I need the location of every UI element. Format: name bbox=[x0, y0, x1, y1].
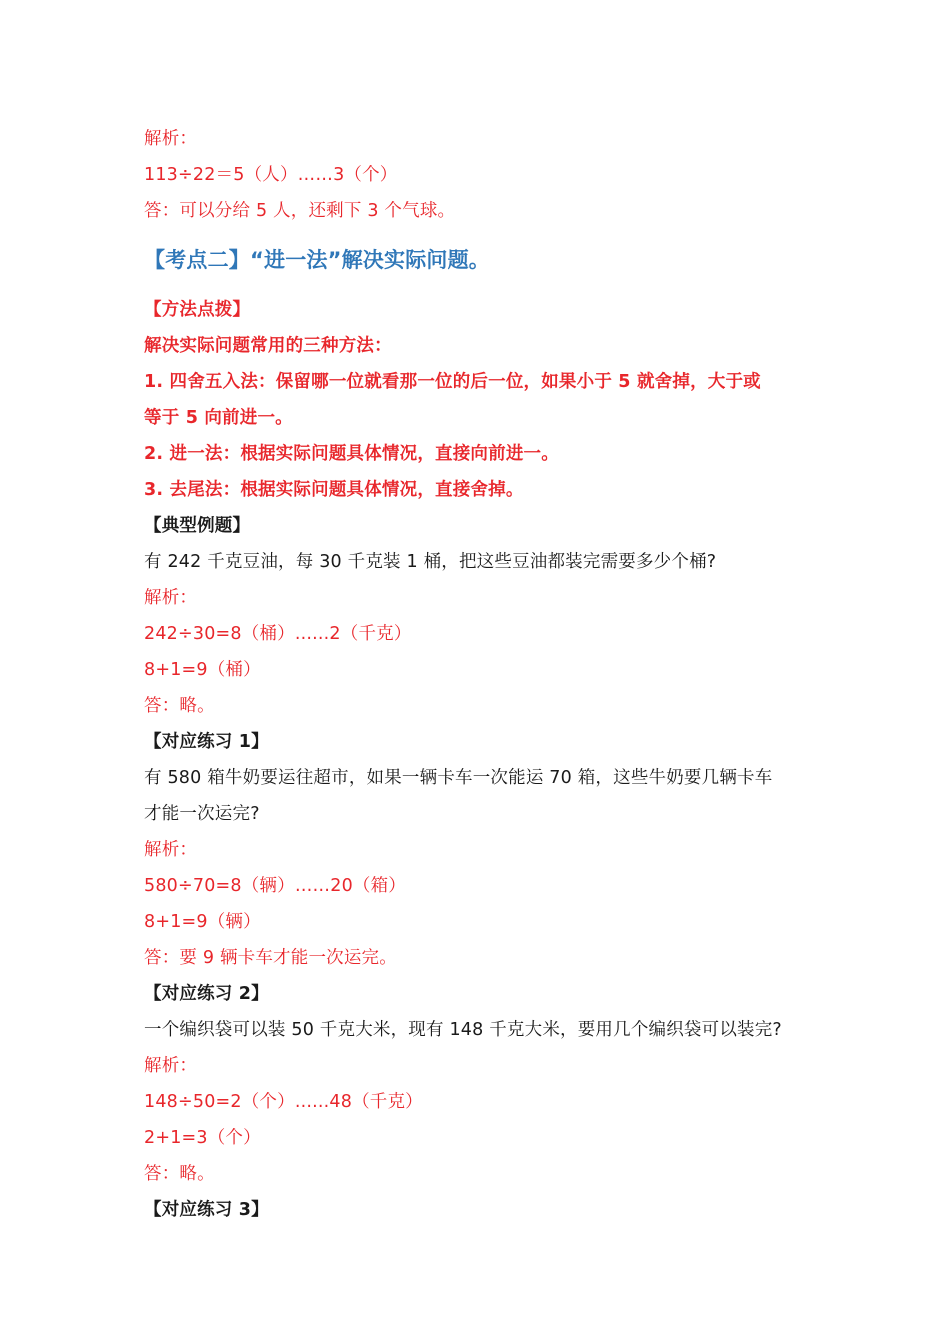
prev-answer: 答：可以分给 5 人，还剩下 3 个气球。 bbox=[144, 201, 456, 221]
method-item-1-line-1: 1. 四舍五入法：保留哪一位就看那一位的后一位，如果小于 5 就舍掉，大于或 bbox=[144, 372, 761, 392]
example-calculation-2: 8+1=9（桶） bbox=[144, 660, 261, 680]
example-calculation-1: 242÷30=8（桶）......2（千克） bbox=[144, 624, 412, 644]
practice-1-analysis-label: 解析： bbox=[144, 840, 198, 860]
practice-2-calculation-1: 148÷50=2（个）......48（千克） bbox=[144, 1092, 423, 1112]
example-analysis-label: 解析： bbox=[144, 588, 198, 608]
practice-1-question-line-2: 才能一次运完? bbox=[144, 804, 260, 824]
practice-2-calculation-2: 2+1=3（个） bbox=[144, 1128, 261, 1148]
method-intro: 解决实际问题常用的三种方法： bbox=[144, 336, 392, 356]
practice-1-calculation-2: 8+1=9（辆） bbox=[144, 912, 261, 932]
practice-1-calculation-1: 580÷70=8（辆）……20（箱） bbox=[144, 876, 406, 896]
method-heading: 【方法点拨】 bbox=[144, 300, 251, 320]
example-answer: 答：略。 bbox=[144, 696, 215, 716]
practice-2-analysis-label: 解析： bbox=[144, 1056, 198, 1076]
practice-1-question-line-1: 有 580 箱牛奶要运往超市，如果一辆卡车一次能运 70 箱，这些牛奶要几辆卡车 bbox=[144, 768, 773, 788]
section-title: 【考点二】“进一法”解决实际问题。 bbox=[144, 248, 491, 272]
example-question: 有 242 千克豆油，每 30 千克装 1 桶，把这些豆油都装完需要多少个桶? bbox=[144, 552, 717, 572]
example-heading: 【典型例题】 bbox=[144, 516, 251, 536]
practice-3-heading: 【对应练习 3】 bbox=[144, 1200, 269, 1220]
practice-1-answer: 答：要 9 辆卡车才能一次运完。 bbox=[144, 948, 397, 968]
method-item-2: 2. 进一法：根据实际问题具体情况，直接向前进一。 bbox=[144, 444, 559, 464]
method-item-1-line-2: 等于 5 向前进一。 bbox=[144, 408, 293, 428]
method-item-3: 3. 去尾法：根据实际问题具体情况，直接舍掉。 bbox=[144, 480, 524, 500]
prev-analysis-label: 解析： bbox=[144, 129, 198, 149]
practice-1-heading: 【对应练习 1】 bbox=[144, 732, 269, 752]
practice-2-answer: 答：略。 bbox=[144, 1164, 215, 1184]
prev-calculation: 113÷22＝5（人）……3（个） bbox=[144, 165, 398, 185]
practice-2-heading: 【对应练习 2】 bbox=[144, 984, 269, 1004]
practice-2-question: 一个编织袋可以装 50 千克大米，现有 148 千克大米，要用几个编织袋可以装完? bbox=[144, 1020, 782, 1040]
